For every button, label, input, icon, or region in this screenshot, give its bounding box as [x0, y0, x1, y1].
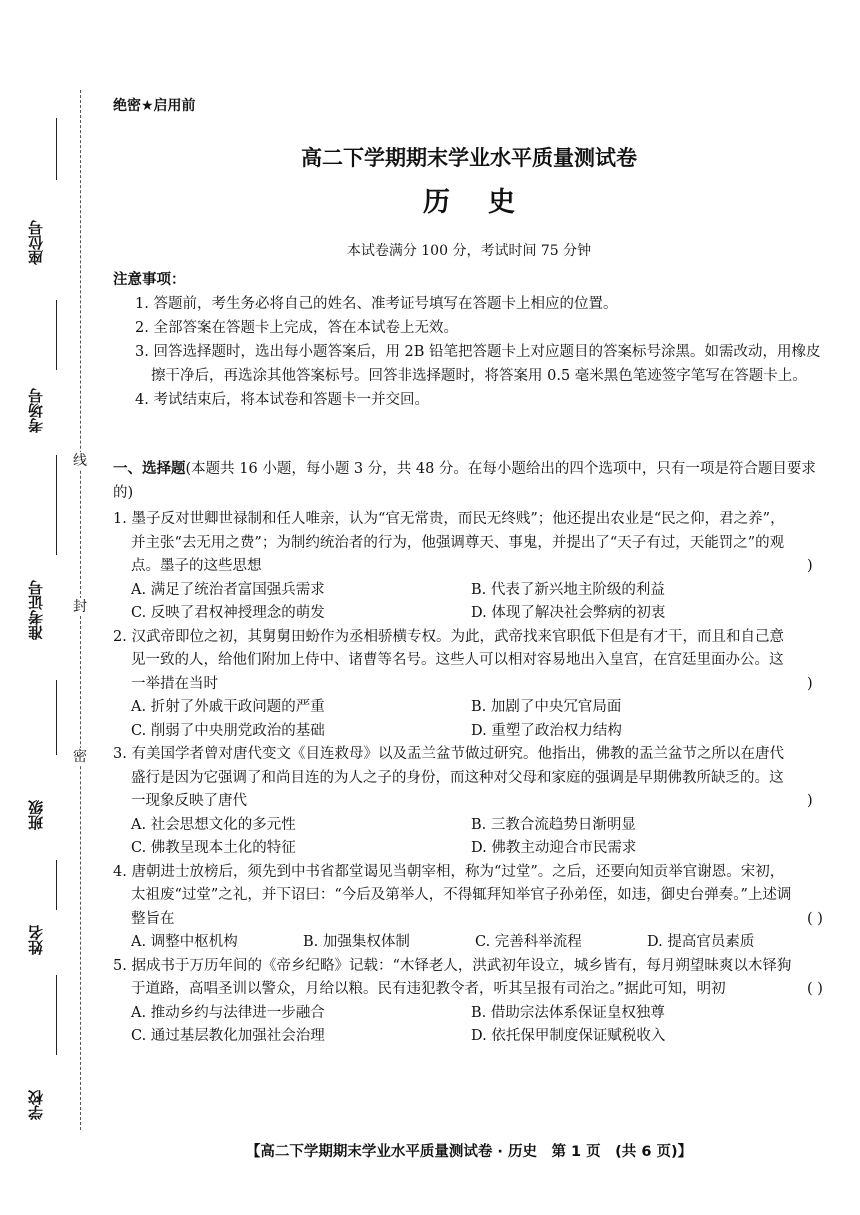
- option-c: C. 完善科举流程: [475, 934, 582, 950]
- option-d: D. 重塑了政治权力结构: [471, 722, 622, 739]
- school-line: [56, 975, 57, 1055]
- option-a: A. 折射了外戚干政问题的严重: [131, 699, 325, 715]
- ticket-number-line: [56, 455, 57, 555]
- option-b: B. 三教合流趋势日渐明显: [471, 816, 636, 833]
- subject-title: 历史: [423, 187, 553, 218]
- option-a: A. 满足了统治者富国强兵需求: [131, 581, 325, 598]
- option-c: C. 削弱了中央朋党政治的基础: [131, 722, 325, 739]
- seat-number-line: [56, 118, 57, 180]
- section-header: [113, 457, 825, 505]
- option-a: A. 推动乡约与法律进一步融合: [131, 1004, 325, 1021]
- notes-heading: 注意事项：: [113, 272, 186, 288]
- question-4: 4. 唐朝进士放榜后，须先到中书省都堂谒见当朝宰相，称为“过堂”。之后，还要向知贡举官谢恩。宋初，太祖废“过堂”之礼，并下诏曰：“今后及第举人，不得辄拜知举官子孙弟侄，如违，御史台弹奏。”上述调整旨在 ( ) A. 调整中枢机构 B. 加强集权体制 C. 完善科举流程 D. 提高官员素质: [113, 861, 825, 955]
- page-footer: 【高二下学期期末学业水平质量测试卷 · 历史 第 1 页 (共 6 页)】: [245, 1144, 693, 1160]
- option-b: B. 借助宗法体系保证皇权独尊: [471, 1004, 665, 1021]
- question-stem: 3. 有美国学者曾对唐代变文《目连救母》以及盂兰盆节做过研究。他指出，佛教的盂兰盆节之所以在唐代盛行是因为它强调了和尚目连的为人之子的身份，而这种对父母和家庭的强调是早期佛教所缺乏的。这一现象反映了唐代: [113, 746, 784, 809]
- option-c: C. 通过基层教化加强社会治理: [131, 1028, 325, 1044]
- exam-title: 高二下学期期末学业水平质量测试卷: [301, 146, 637, 170]
- option-b: B. 加剧了中央冗官局面: [471, 699, 622, 715]
- class-line: [56, 680, 57, 755]
- cut-char-line: 线: [73, 453, 87, 469]
- exam-room-label: 考场号: [27, 388, 45, 433]
- option-d: D. 佛教主动迎合市民需求: [471, 840, 637, 856]
- note-item: 3. 回答选择题时，选出每小题答案后，用 2B 铅笔把答题卡上对应题目的答案标号涂黑。如需改动，用橡皮擦干净后，再选涂其他答案标号。回答非选择题时，将答案用 0.5 毫米黑色笔迹签字笔写在答题卡上。: [135, 344, 821, 384]
- question-3: 3. 有美国学者曾对唐代变文《目连救母》以及盂兰盆节做过研究。他指出，佛教的盂兰盆节之所以在唐代盛行是因为它强调了和尚目连的为人之子的身份，而这种对父母和家庭的强调是早期佛教所缺乏的。这一现象反映了唐代 ) A. 社会思想文化的多元性 B. 三教合流趋势日渐明显 C. 佛教呈现本土化的特征 D. 佛教主动迎合市民需求: [113, 743, 825, 861]
- option-b: B. 加强集权体制: [303, 934, 410, 950]
- notes-block: [113, 268, 825, 412]
- section-description: (本题共 16 小题，每小题 3 分，共 48 分。在每小题给出的四个选项中，只有一项是符合题目要求的): [113, 461, 816, 501]
- school-label: 学校: [27, 1090, 45, 1120]
- question-stem: 4. 唐朝进士放榜后，须先到中书省都堂谒见当朝宰相，称为“过堂”。之后，还要向知贡举官谢恩。宋初，太祖废“过堂”之礼，并下诏曰：“今后及第举人，不得辄拜知举官子孙弟侄，如违，御史台弹奏。”上述调整旨在: [113, 863, 792, 927]
- exam-room-line: [56, 300, 57, 370]
- question-stem: 1. 墨子反对世卿世禄制和任人唯亲，认为“官无常贵，而民无终贱”；他还提出农业是“民之仰，君之养”，并主张“去无用之费”；为制约统治者的行为，他强调尊天、事鬼，并提出了“天子有过，天能罚之”的观点。墨子的这些思想: [113, 511, 785, 574]
- option-a: A. 调整中枢机构: [131, 934, 238, 950]
- option-d: D. 依托保甲制度保证赋税收入: [471, 1028, 666, 1044]
- option-d: D. 提高官员素质: [647, 934, 755, 950]
- option-c: C. 反映了君权神授理念的萌发: [131, 605, 325, 621]
- binding-strip: [0, 0, 100, 1215]
- note-item: 4. 考试结束后，将本试卷和答题卡一并交回。: [135, 392, 429, 408]
- option-b: B. 代表了新兴地主阶级的利益: [471, 581, 665, 598]
- seat-number-label: 座位号: [27, 220, 45, 265]
- exam-info: 本试卷满分 100 分，考试时间 75 分钟: [346, 243, 592, 259]
- option-d: D. 体现了解决社会弊病的初衷: [471, 605, 666, 621]
- question-stem: 2. 汉武帝即位之初，其舅舅田蚡作为丞相骄横专权。为此，武帝找来官职低下但是有才干，而且和自己意见一致的人，给他们附加上侍中、诸曹等名号。这些人可以相对容易地出入皇宫，在宫廷里面办公。这一举措在当时: [113, 628, 784, 692]
- question-2: 2. 汉武帝即位之初，其舅舅田蚡作为丞相骄横专权。为此，武帝找来官职低下但是有才干，而且和自己意见一致的人，给他们附加上侍中、诸曹等名号。这些人可以相对容易地出入皇宫，在宫廷里面办公。这一举措在当时 ) A. 折射了外戚干政问题的严重 B. 加剧了中央冗官局面 C. 削弱了中央朋党政治的基础 D. 重塑了政治权力结构: [113, 626, 825, 744]
- ticket-number-label: 准考证号: [27, 580, 45, 640]
- secret-mark: 绝密★启用前: [113, 98, 196, 114]
- section-title: 一、选择题: [113, 461, 186, 477]
- cut-char-seal: 封: [73, 599, 87, 615]
- question-stem: 5. 据成书于万历年间的《帝乡纪略》记载：“木铎老人，洪武初年设立，城乡皆有，每月朔望昧爽以木铎狗于道路，高唱圣训以警众，月给以粮。民有违犯教令者，听其呈报有司治之。”据此可知，明初: [113, 957, 792, 997]
- question-list: [113, 508, 825, 1049]
- note-item: 2. 全部答案在答题卡上完成，答在本试卷上无效。: [135, 320, 458, 336]
- class-label: 班级: [27, 800, 45, 830]
- question-5: 5. 据成书于万历年间的《帝乡纪略》记载：“木铎老人，洪武初年设立，城乡皆有，每月朔望昧爽以木铎狗于道路，高唱圣训以警众，月给以粮。民有违犯教令者，听其呈报有司治之。”据此可知，明初 ( ) A. 推动乡约与法律进一步融合 B. 借助宗法体系保证皇权独尊 C. 通过基层教化加强社会治理 D. 依托保甲制度保证赋税收入: [113, 955, 825, 1049]
- question-1: 1. 墨子反对世卿世禄制和任人唯亲，认为“官无常贵，而民无终贱”；他还提出农业是“民之仰，君之养”，并主张“去无用之费”；为制约统治者的行为，他强调尊天、事鬼，并提出了“天子有过，天能罚之”的观点。墨子的这些思想 ) A. 满足了统治者富国强兵需求 B. 代表了新兴地主阶级的利益 C. 反映了君权神授理念的萌发 D. 体现了解决社会弊病的初衷: [113, 508, 825, 626]
- option-a: A. 社会思想文化的多元性: [131, 816, 296, 833]
- option-c: C. 佛教呈现本土化的特征: [131, 840, 296, 856]
- name-line: [56, 860, 57, 910]
- name-label: 姓名: [27, 925, 45, 955]
- note-item: 1. 答题前，考生务必将自己的姓名、准考证号填写在答题卡上相应的位置。: [135, 296, 618, 312]
- cut-char-secret: 密: [73, 749, 87, 765]
